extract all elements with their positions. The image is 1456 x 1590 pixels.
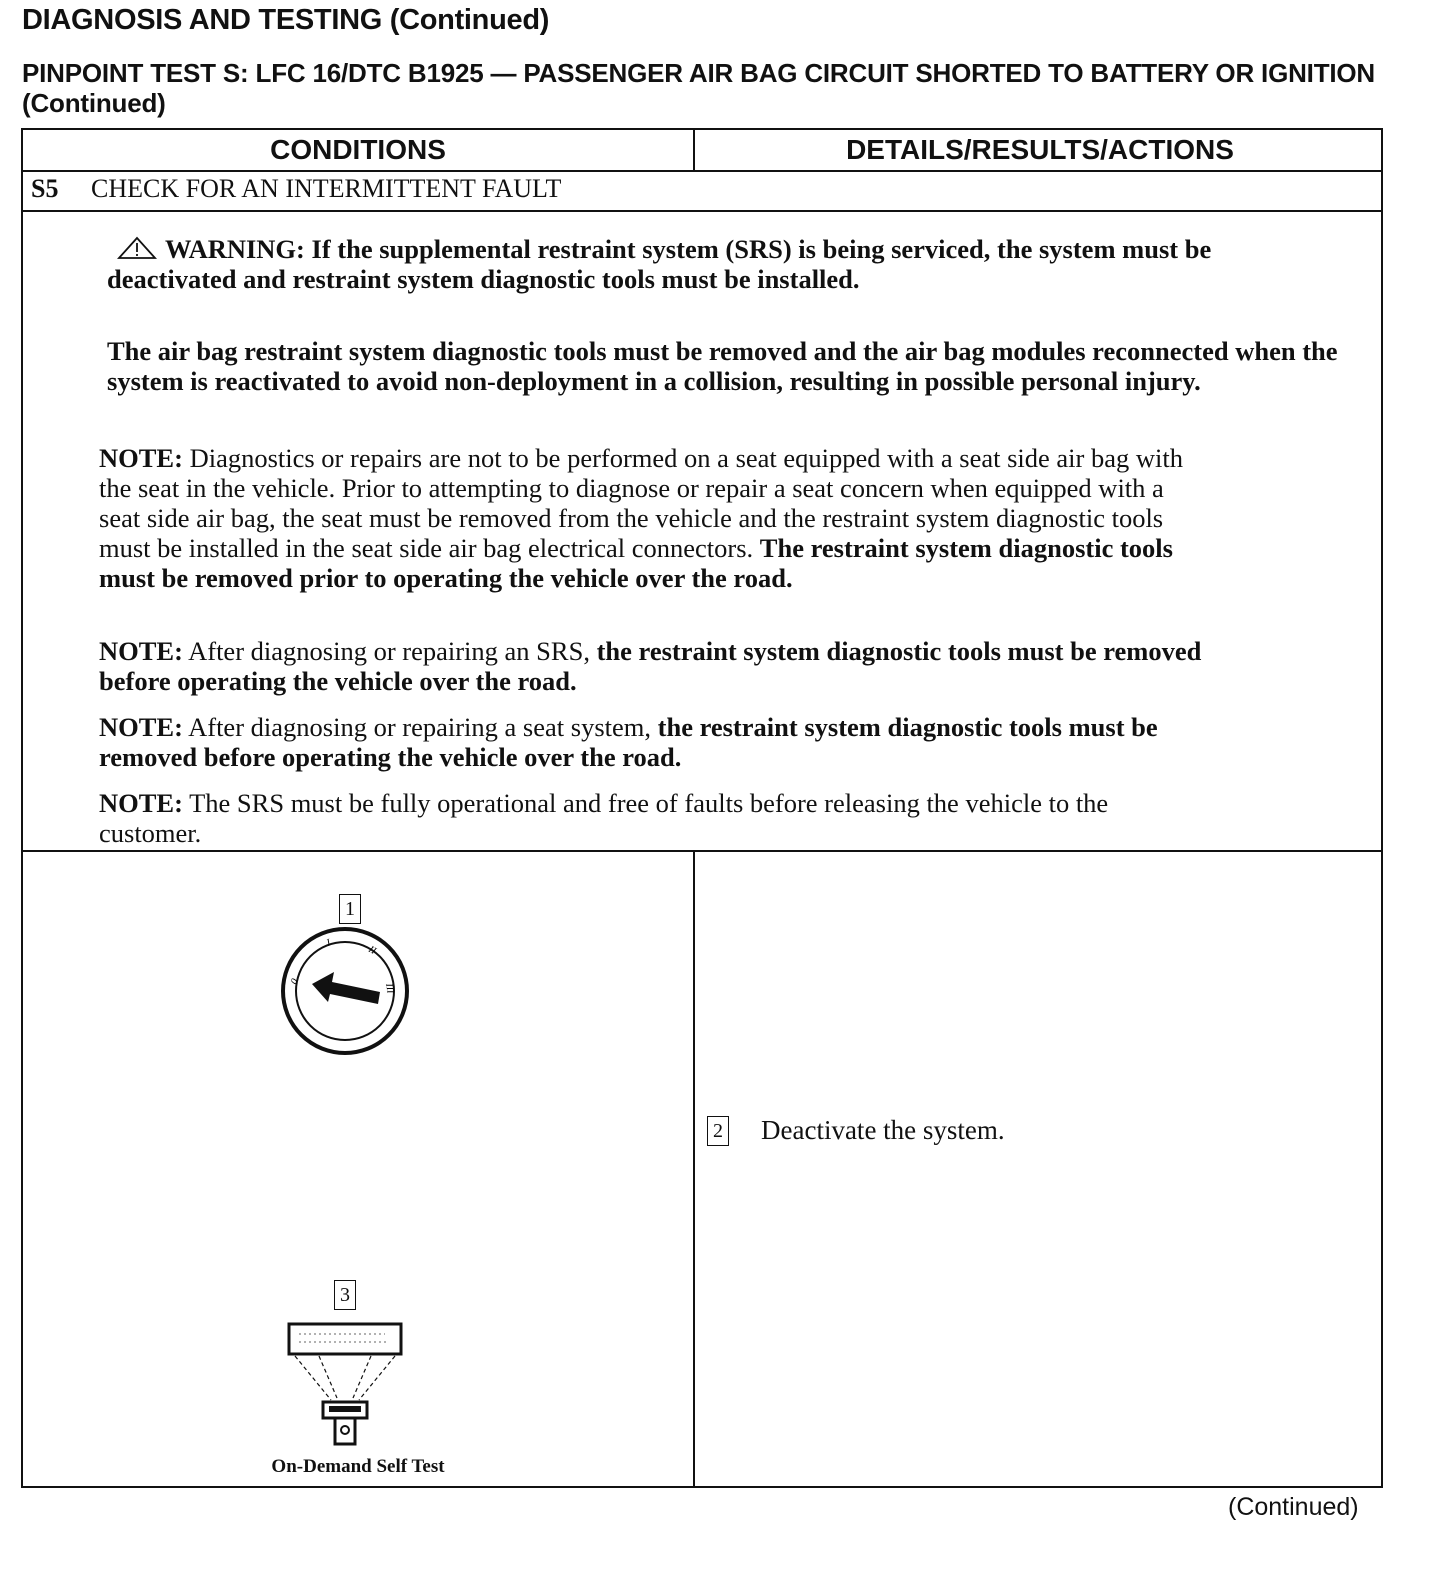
details-column-header: DETAILS/RESULTS/ACTIONS [846, 134, 1234, 165]
pinpoint-test-table [21, 128, 1383, 1488]
step-row [31, 174, 561, 204]
warning-block [107, 234, 1307, 294]
warning-triangle-icon [117, 236, 157, 260]
continued-footer: (Continued) [1228, 1493, 1359, 1521]
figure-3-caption: On-Demand Self Test [271, 1456, 445, 1477]
warning-text: If the supplemental restraint system (SRS) is being serviced, the system must be deactivated and restraint system diagnostic tools must be installed. [107, 234, 1212, 294]
note-text: The SRS must be fully operational and free of faults before releasing the vehicle to the customer. [99, 788, 1109, 848]
note-label: NOTE: [99, 712, 183, 742]
note-3 [99, 712, 1209, 772]
conditions-column-header: CONDITIONS [270, 134, 446, 165]
note-text: After diagnosing or repairing a seat system, [188, 712, 651, 742]
self-test-tool-icon [285, 1320, 405, 1446]
ignition-key-arrow [312, 972, 380, 1004]
warning-label: WARNING: [165, 234, 305, 264]
note-text: Diagnostics or repairs are not to be performed on a seat equipped with a seat side air bag with the seat in the vehicle. Prior to attempting to diagnose or repair a seat concern when equipped with a seat side air bag, the seat must be removed from the vehicle and the restraint system diagnostic tools must be installed in the seat side air bag electrical connectors. [99, 443, 1183, 563]
page-title: DIAGNOSIS AND TESTING (Continued) [22, 4, 550, 36]
action-2-text: Deactivate the system. [761, 1115, 1005, 1145]
note-bold-text: the restraint system diagnostic tools must be removed before operating the vehicle over the road. [99, 712, 1158, 772]
note-2 [99, 636, 1209, 696]
note-label: NOTE: [99, 788, 183, 818]
note-text: After diagnosing or repairing an SRS, [188, 636, 590, 666]
ignition-mark-3: III [383, 982, 396, 995]
step-divider [23, 210, 1381, 212]
action-2-callout: 2 [707, 1116, 729, 1146]
ignition-switch-icon [280, 926, 410, 1056]
pinpoint-test-title: PINPOINT TEST S: LFC 16/DTC B1925 — PASSENGER AIR BAG CIRCUIT SHORTED TO BATTERY OR IGNITION (Continued) [22, 58, 1375, 118]
step-title: CHECK FOR AN INTERMITTENT FAULT [91, 174, 562, 203]
ignition-mark-1: I [325, 937, 333, 949]
figure-1-callout: 1 [339, 894, 361, 924]
figure-3-callout: 3 [334, 1280, 356, 1310]
note-label: NOTE: [99, 636, 183, 666]
note-4 [99, 788, 1199, 848]
body-column-divider [693, 850, 695, 1486]
step-id: S5 [31, 174, 59, 203]
note-label: NOTE: [99, 443, 183, 473]
note-bold-text: the restraint system diagnostic tools must be removed before operating the vehicle over the road. [99, 636, 1202, 696]
note-bold-text: The restraint system diagnostic tools must be removed prior to operating the vehicle over the road. [99, 533, 1173, 593]
ignition-mark-0: 0 [288, 977, 301, 987]
notes-divider [23, 850, 1381, 852]
note-1 [99, 443, 1199, 593]
ignition-mark-2: II [366, 944, 378, 957]
header-divider [23, 170, 1381, 172]
warning-text-continued: The air bag restraint system diagnostic tools must be removed and the air bag modules reconnected when the system is reactivated to avoid non-deployment in a collision, resulting in possible personal injury. [107, 336, 1338, 396]
